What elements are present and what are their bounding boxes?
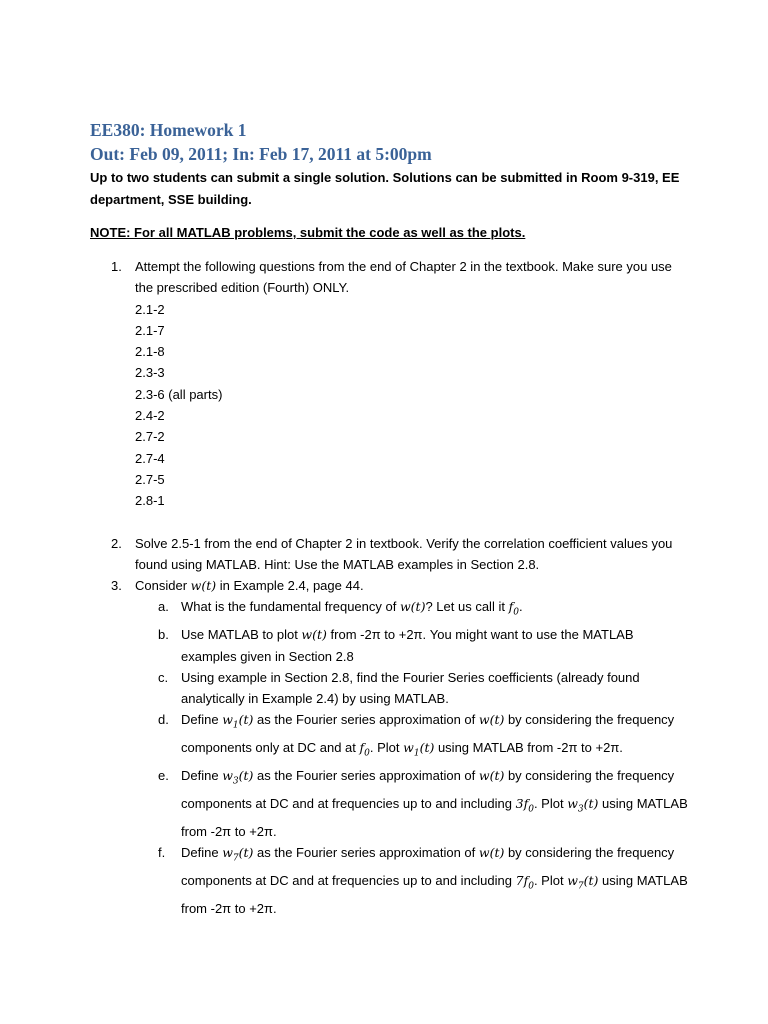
list-item: 2.8-1 — [135, 493, 165, 509]
question-3c: c. Using example in Section 2.8, find the Fourier Series coefficients (already found analytically in Example 2.4) by using MATLAB. — [90, 667, 690, 710]
question-text: Attempt the following questions from the end of Chapter 2 in the textbook. Make sure you use the prescribed edition (Fourth) ONLY. — [135, 259, 672, 296]
list-item: 2.7-4 — [135, 450, 165, 466]
list-item: 2.4-2 — [135, 408, 165, 424]
part-letter: e. — [158, 768, 169, 784]
math-f0: $f_0$ — [359, 740, 370, 759]
math-w3-t: $w_3(t)$ — [567, 795, 599, 815]
math-3f0: $3f_0$ — [515, 795, 534, 815]
question-2 — [90, 533, 690, 576]
problem-list — [90, 299, 690, 512]
list-item: 2.1-2 — [135, 301, 165, 317]
part-letter: f. — [158, 844, 166, 860]
intro-paragraph: Up to two students can submit a single solution. Solutions can be submitted in Room 9-319, EE department, SSE building. — [90, 170, 680, 207]
question-text: Solve 2.5-1 from the end of Chapter 2 in textbook. Verify the correlation coefficient values you found using MATLAB. Hint: Use the MATLAB examples in Section 2.8. — [135, 535, 673, 572]
question-number: 2. — [111, 535, 122, 551]
question-number: 1. — [111, 259, 122, 274]
question-3a: a. What is the fundamental frequency of w(t)? Let us call it $f_0$. — [90, 596, 690, 624]
question-3f: f. Define $w_7(t)$ as the Fourier series approximation of w(t) by considering the frequency components at DC and at frequencies up to and including $7f_0$. Plot $w_7(t)$ using MATLAB from -2π to +2π. — [90, 842, 690, 919]
document-title: EE380: Homework 1 — [90, 120, 247, 140]
list-item: 2.1-7 — [135, 322, 165, 338]
question-3b: b. Use MATLAB to plot w(t) from -2π to +2π. You might want to use the MATLAB examples given in Section 2.8 — [90, 624, 690, 667]
list-item: 2.3-6 (all parts) — [135, 386, 223, 402]
list-item: 2.7-5 — [135, 471, 165, 487]
math-w-t: w(t) — [399, 599, 426, 615]
math-w-t: w(t) — [190, 578, 217, 594]
part-letter: d. — [158, 712, 169, 728]
question-number: 3. — [111, 578, 122, 594]
document-dates: Out: Feb 09, 2011; In: Feb 17, 2011 at 5:00pm — [90, 144, 432, 164]
homework-document — [90, 118, 690, 919]
question-3d: d. Define $w_1(t)$ as the Fourier series approximation of w(t) by considering the frequency components only at DC and at $f_0$. Plot $w_1(t)$ using MATLAB from -2π to +2π. — [90, 709, 690, 765]
question-3: 3. Consider w(t) in Example 2.4, page 44. — [90, 575, 690, 596]
part-letter: b. — [158, 627, 169, 643]
question-1 — [90, 256, 690, 299]
math-w-t: w(t) — [478, 768, 505, 784]
math-f0: $f_0$ — [508, 599, 519, 618]
math-w-t: w(t) — [478, 844, 505, 860]
list-item: 2.7-2 — [135, 429, 165, 445]
part-letter: c. — [158, 669, 169, 685]
question-3e: e. Define $w_3(t)$ as the Fourier series approximation of w(t) by considering the frequency components at DC and at frequencies up to and including $3f_0$. Plot $w_3(t)$ using MATLAB from -2π to +2π. — [90, 765, 690, 842]
matlab-note: NOTE: For all MATLAB problems, submit the code as well as the plots. — [90, 225, 526, 240]
part-letter: a. — [158, 599, 169, 615]
list-item: 2.3-3 — [135, 365, 165, 381]
math-w1-t: $w_1(t)$ — [222, 712, 254, 731]
math-7f0: $7f_0$ — [515, 872, 534, 892]
math-w7-t: $w_7(t)$ — [567, 872, 599, 892]
math-w7-t: $w_7(t)$ — [222, 844, 254, 864]
math-w1-t: $w_1(t)$ — [403, 740, 435, 759]
math-w-t: w(t) — [478, 712, 505, 728]
math-w-t: w(t) — [301, 627, 327, 643]
math-w3-t: $w_3(t)$ — [222, 768, 254, 787]
list-item: 2.1-8 — [135, 344, 165, 360]
